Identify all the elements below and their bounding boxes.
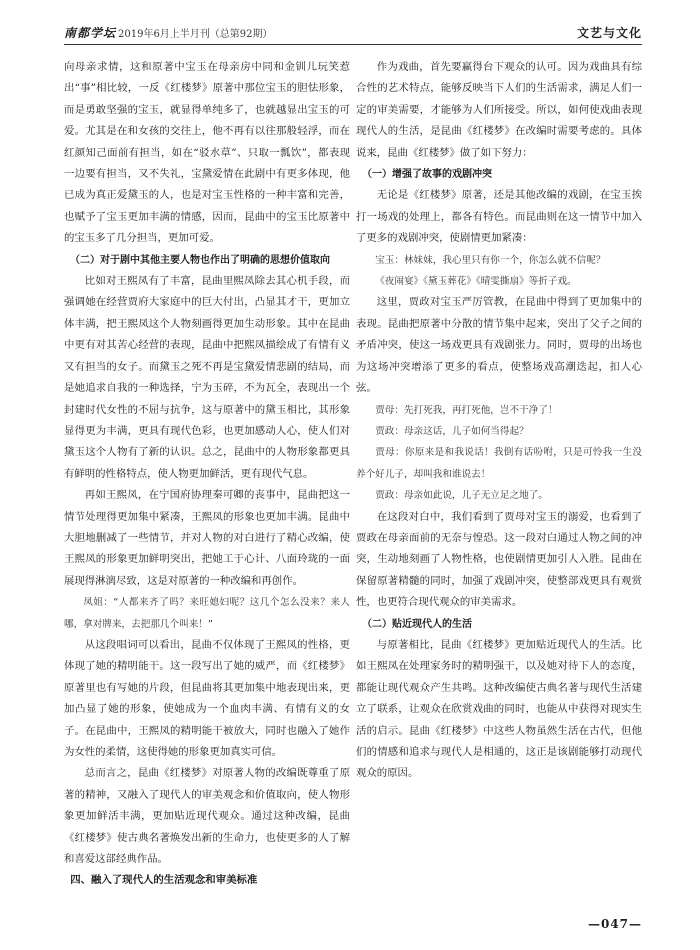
- left-column: [64, 57, 350, 892]
- right-column: [356, 57, 642, 785]
- right-para-0: 作为戏曲，首先要赢得台下观众的认可。因为戏曲具有综合性的艺术特点，能够反映当下人们的生活需求，满足人们一定的审美需要，才能够为人们所接受。所以，如何使戏曲表现现代人的生活，是昆曲《红楼梦》在改编时需要考虑的。具体说来，昆曲《红楼梦》做了如下努力：: [356, 61, 642, 159]
- right-sub-11: （二）贴近现代人的生活: [362, 618, 472, 630]
- right-quote-6: 贾母：先打死我，再打死他，岂不干净了！: [375, 404, 558, 416]
- running-header: [64, 18, 642, 45]
- page-number: —047—: [587, 917, 642, 931]
- right-para-10: 在这段对白中，我们看到了贾母对宝玉的溺爱，也看到了贾政在母亲面前的无奈与惶恐。这一段对白通过人物之间的冲突，生动地刻画了人物性格，也使剧情更加引人入胜。昆曲在保留原著精髓的同时，加强了戏剧冲突，使整部戏更具有观赏性，也更符合现代观众的审美需求。: [356, 510, 642, 609]
- right-quote-7: 贾政：母亲这话，儿子如何当得起？: [375, 425, 529, 437]
- left-cont-0: 向母亲求情，这和原著中宝玉在母亲房中同和金钏儿玩笑惹出“事”相比较，一反《红楼梦》原著中那位宝玉的胆怯形象，而是勇敢坚强的宝玉，就显得单纯多了，也就越显出宝玉的可爱。尤其是在和女孩的交往上，他不再有以往那般轻浮，而在红颜知己面前有担当，如在“驳水草”、只取一瓢饮”，都表现一边要有担当，又不失礼，宝黛爱情在此剧中有更多体现，他已成为真正爱黛玉的人，也是对宝玉性格的一种丰富和完善，也赋予了宝玉更加丰满的情感，因而，昆曲中的宝玉比原著中的宝玉多了几分担当，更加可爱。: [64, 61, 350, 245]
- left-para-6: 总而言之，昆曲《红楼梦》对原著人物的改编既尊重了原著的精神，又融入了现代人的审美观念和价值取向，使人物形象更加鲜活丰满，更加贴近现代观众。通过这种改编，昆曲《红楼梦》使古典名著焕发出新的生命力，也使更多的人了解和喜爱这部经典作品。: [64, 767, 350, 866]
- right-quote-4: 《夜闹宴》《黛玉葬花》《晴雯撕扇》等折子戏。: [375, 276, 577, 288]
- right-quote-8: 贾母：你原来是和我说话！我倒有话吩咐，只是可怜我一生没养个好儿子，却叫我和谁说去！: [356, 447, 642, 480]
- left-sub-1: （二）对于剧中其他主要人物也作出了明确的思想价值取向: [70, 254, 330, 266]
- right-para-2: 无论是《红楼梦》原著，还是其他改编的戏剧，在宝玉挨打一场戏的处理上，都各有特色。而昆曲则在这一情节中加入了更多的戏剧冲突，使剧情更加紧凑：: [356, 189, 642, 245]
- left-para-5: 从这段唱词可以看出，昆曲不仅体现了王熙凤的性格，更体现了她的精明能干。这一段写出了她的威严，而《红楼梦》原著里也有写她的片段，但昆曲将其更加集中地表现出来，更加凸显了她的形象，使她成为一个血肉丰满、有情有义的女子。在昆曲中，王熙凤的精明能干被放大，同时也融入了她作为女性的柔情，这使得她的形象更加真实可信。: [64, 638, 350, 758]
- issue-info: 2019年6月上半月刊（总第92期）: [118, 29, 273, 40]
- journal-name: 南都学坛: [64, 26, 117, 40]
- section-title: 文艺与文化: [576, 26, 642, 40]
- right-para-12: 与原著相比，昆曲《红楼梦》更加贴近现代人的生活。比如王熙凤在处理家务时的精明强干，以及她对待下人的态度，都能让现代观众产生共鸣。这种改编使古典名著与现代生活建立了联系，让观众在欣赏戏曲的同时，也能从中获得对现实生活的启示。昆曲《红楼梦》中这些人物虽然生活在古代，但他们的情感和追求与现代人是相通的，这正是该剧能够打动现代观众的原因。: [356, 638, 642, 780]
- left-quote-4: 凤姐：“人都来齐了吗？来旺媳妇呢？这几个怎么没来？来人哪，拿对牌来，去把那几个叫来！”: [64, 597, 350, 630]
- left-section-heading-7: 四、融入了现代人的生活观念和审美标准: [70, 874, 258, 887]
- right-sub-1: （一）增强了故事的戏剧冲突: [362, 169, 492, 181]
- right-quote-9: 贾政：母亲如此说，儿子无立足之地了。: [375, 490, 548, 502]
- left-para-2: 比如对王熙凤有了丰富，昆曲里熙凤除去其心机手段，而强调她在经营贾府大家庭中的巨大付出，凸显其才干，更加立体丰满，把王熙凤这个人物刻画得更加生动形象。其中在昆曲中更有对其苦心经营的表现，昆曲中把熙凤描绘成了有情有义又有担当的女子。而黛玉之死不再是宝黛爱情悲剧的结局，而是她追求自我的一种选择，宁为玉碎，不为瓦全，表现出一个封建时代女性的不屈与抗争，这与原著中的黛玉相比，其形象显得更为丰满，更具有现代色彩，也更加感动人心，使人们对黛玉这个人物有了新的认识。总之，昆曲中的人物形象都更具有鲜明的性格特点，使人物更加鲜活，更有现代气息。: [64, 275, 350, 480]
- right-para-5: 这里，贾政对宝玉严厉管教，在昆曲中得到了更加集中的表现。昆曲把原著中分散的情节集中起来，突出了父子之间的矛盾冲突，使这一场戏更具有戏剧张力。同时，贾母的出场也为这场冲突增添了更多的看点，使整场戏高潮迭起，扣人心弦。: [356, 296, 642, 395]
- left-para-3: 再如王熙凤，在宁国府协理秦可卿的丧事中，昆曲把这一情节处理得更加集中紧凑，王熙凤的形象也更加丰满。昆曲中大胆地删减了一些情节，并对人物的对白进行了精心改编，使王熙凤的形象更加鲜明突出，把她工于心计、八面玲珑的一面展现得淋漓尽致，这是对原著的一种改编和再创作。: [64, 489, 350, 587]
- right-quote-3: 宝玉：林妹妹，我心里只有你一个，你怎么就不信呢？: [375, 254, 606, 266]
